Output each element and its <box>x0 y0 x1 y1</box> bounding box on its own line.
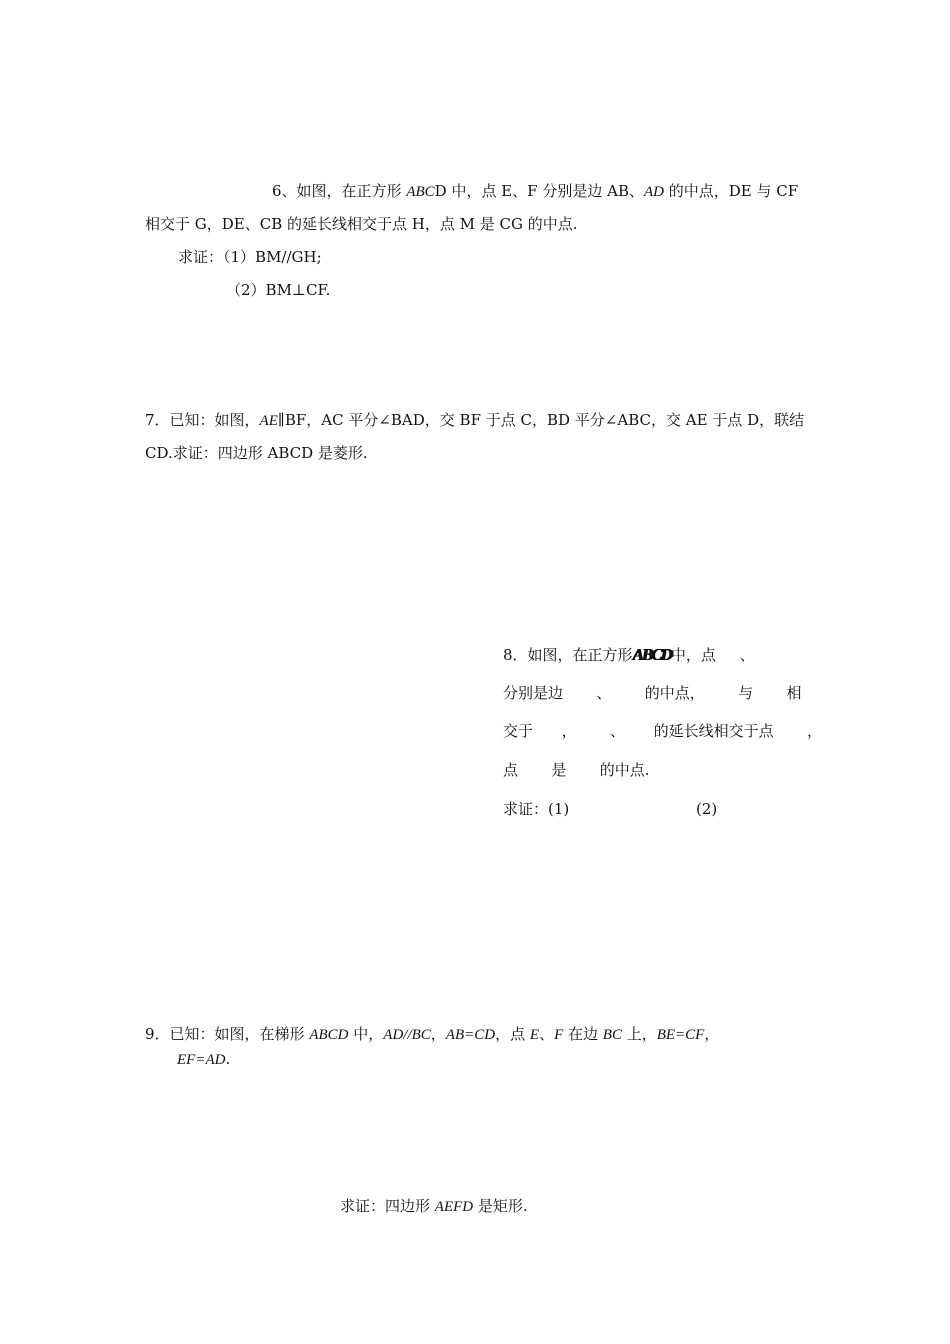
problem-9-proof: 求证：四边形 AEFD 是矩形. <box>340 1197 528 1215</box>
problem-8-line-3: 交于 ， 、 的延长线相交于点 ， <box>503 722 822 740</box>
problem-9-line-1: 9．已知：如图，在梯形 ABCD 中，AD//BC，AB=CD，点 E、F 在边 BC 上，BE=CF， <box>145 1025 720 1043</box>
problem-8-line-1: 8．如图，在正方形ABCD中，点 、 <box>503 645 755 664</box>
problem-6-proof-2: （2）BM⊥CF. <box>226 281 331 299</box>
abcd-formula-image: ABCD <box>632 645 671 664</box>
problem-7-line-1: 7．已知：如图，AE∥BF，AC 平分∠BAD，交 BF 于点 C，BD 平分∠ABC，交 AE 于点 D，联结 <box>145 411 805 429</box>
problem-8-line-2: 分别是边 、 的中点， 与 相 <box>503 684 802 702</box>
problem-7-line-2: CD.求证：四边形 ABCD 是菱形. <box>145 444 368 462</box>
problem-9-line-2: EF=AD. <box>177 1050 231 1068</box>
problem-8-proof-1: 求证：(1) <box>503 800 570 818</box>
problem-8-proof-2: (2) <box>696 800 718 818</box>
problem-6-line-1: 6、如图，在正方形 ABCD 中，点 E、F 分别是边 AB、AD 的中点，DE 与 CF <box>272 182 799 200</box>
problem-6-line-2: 相交于 G，DE、CB 的延长线相交于点 H，点 M 是 CG 的中点. <box>145 215 578 233</box>
problem-8-line-4: 点 是 的中点. <box>503 761 650 779</box>
problem-6-proof-1: 求证：（1）BM//GH; <box>178 248 322 266</box>
